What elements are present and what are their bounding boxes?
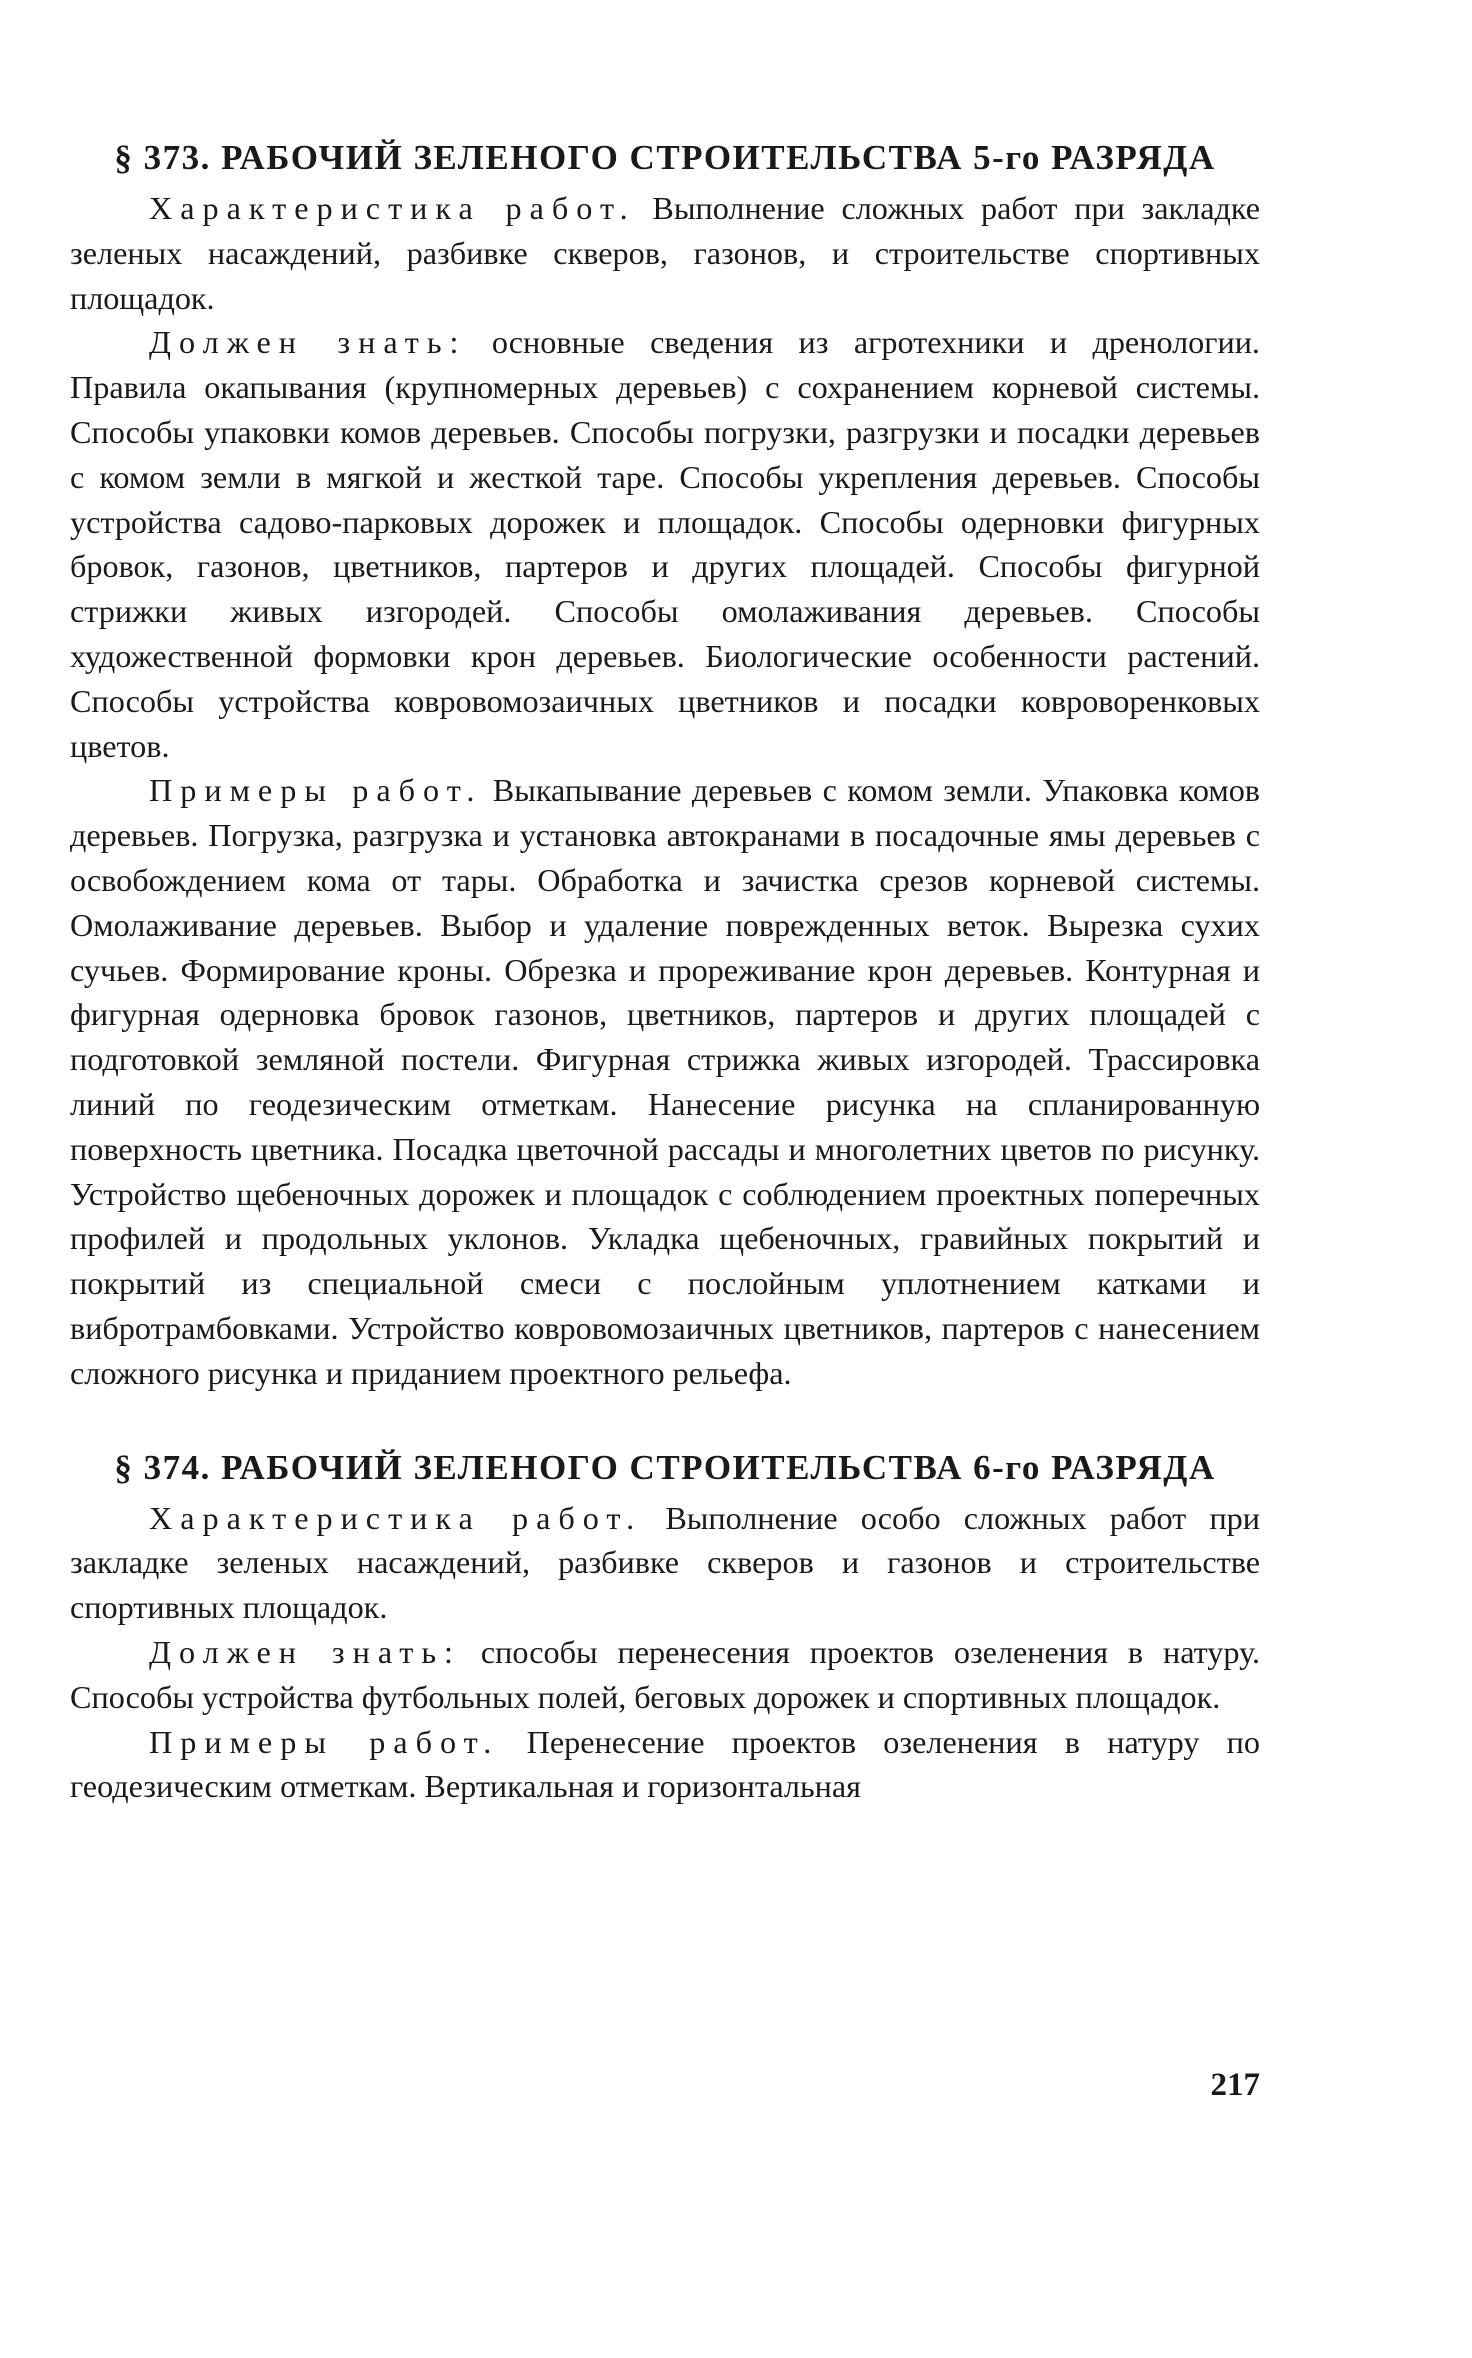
paragraph-lead: Характеристика работ. bbox=[149, 190, 636, 226]
paragraph-lead: Примеры работ. bbox=[149, 772, 483, 809]
paragraph-374-characteristics bbox=[70, 1496, 1260, 1630]
paragraph-374-examples bbox=[70, 1720, 1260, 1810]
paragraph-373-must-know bbox=[70, 320, 1260, 768]
paragraph-lead: Должен знать: bbox=[149, 1633, 461, 1670]
section-title-373: § 373. РАБОЧИЙ ЗЕЛЕНОГО СТРОИТЕЛЬСТВА 5-го РАЗРЯДА bbox=[114, 138, 1216, 177]
paragraph-lead: Должен знать: bbox=[149, 324, 467, 361]
paragraph-text: основные сведения из агротехники и дренологии. Правила окапывания (крупномерных деревьев) с сохранением корневой системы. Способы упаковки комов деревьев. Способы погрузки, разгрузки и посадки деревьев с комом земли в мягкой и жесткой таре. Способы укрепления деревьев. Способы устройства садово-парковых дорожек и площадок. Способы одерновки фигурных бровок, газонов, цветников, партеров и других площадей. Способы фигурной стрижки живых изгородей. Способы омолаживания деревьев. Способы художественной формовки крон деревьев. Биологические особенности растений. Способы устройства ковровомозаичных цветников и посадки ковроворенковых цветов. bbox=[70, 324, 1260, 764]
paragraph-text: Перенесение проектов озеленения в натуру по геодезическим отметкам. Вертикальная и горизонтальная bbox=[70, 1723, 1260, 1805]
paragraph-text: Выполнение сложных работ при закладке зеленых насаждений, разбивке скверов, газонов, и строительстве спортивных площадок. bbox=[70, 190, 1260, 316]
paragraph-lead: Характеристика работ. bbox=[149, 1499, 643, 1536]
paragraph-text: Выполнение особо сложных работ при закладке зеленых насаждений, разбивке скверов и газонов и строительстве спортивных площадок. bbox=[70, 1499, 1260, 1626]
paragraph-374-must-know bbox=[70, 1630, 1260, 1720]
paragraph-373-examples bbox=[70, 768, 1260, 1395]
paragraph-373-characteristics bbox=[70, 186, 1260, 320]
document-page bbox=[70, 130, 1260, 1809]
section-title-374: § 374. РАБОЧИЙ ЗЕЛЕНОГО СТРОИТЕЛЬСТВА 6-го РАЗРЯДА bbox=[114, 1447, 1216, 1487]
paragraph-text: способы перенесения проектов озеленения в натуру. Способы устройства футбольных полей, беговых дорожек и спортивных площадок. bbox=[70, 1633, 1260, 1715]
paragraph-lead: Примеры работ. bbox=[149, 1723, 500, 1760]
page-number: 217 bbox=[1210, 2067, 1260, 2103]
paragraph-text: Выкапывание деревьев с комом земли. Упаковка комов деревьев. Погрузка, разгрузка и установка автокранами в посадочные ямы деревьев с освобождением кома от тары. Обработка и зачистка срезов корневой системы. Омолаживание деревьев. Выбор и удаление поврежденных веток. Вырезка сухих сучьев. Формирование кроны. Обрезка и прореживание крон деревьев. Контурная и фигурная одерновка бровок газонов, цветников, партеров и других площадей с подготовкой земляной постели. Фигурная стрижка живых изгородей. Трассировка линий по геодезическим отметкам. Нанесение рисунка на спланированную поверхность цветника. Посадка цветочной рассады и многолетних цветов по рисунку. Устройство щебеночных дорожек и площадок с соблюдением проектных поперечных профилей и продольных уклонов. Укладка щебеночных, гравийных покрытий и покрытий из специальной смеси с послойным уплотнением катками и вибротрамбовками. Устройство ковровомозаичных цветников, партеров с нанесением сложного рисунка и приданием проектного рельефа. bbox=[70, 772, 1260, 1391]
